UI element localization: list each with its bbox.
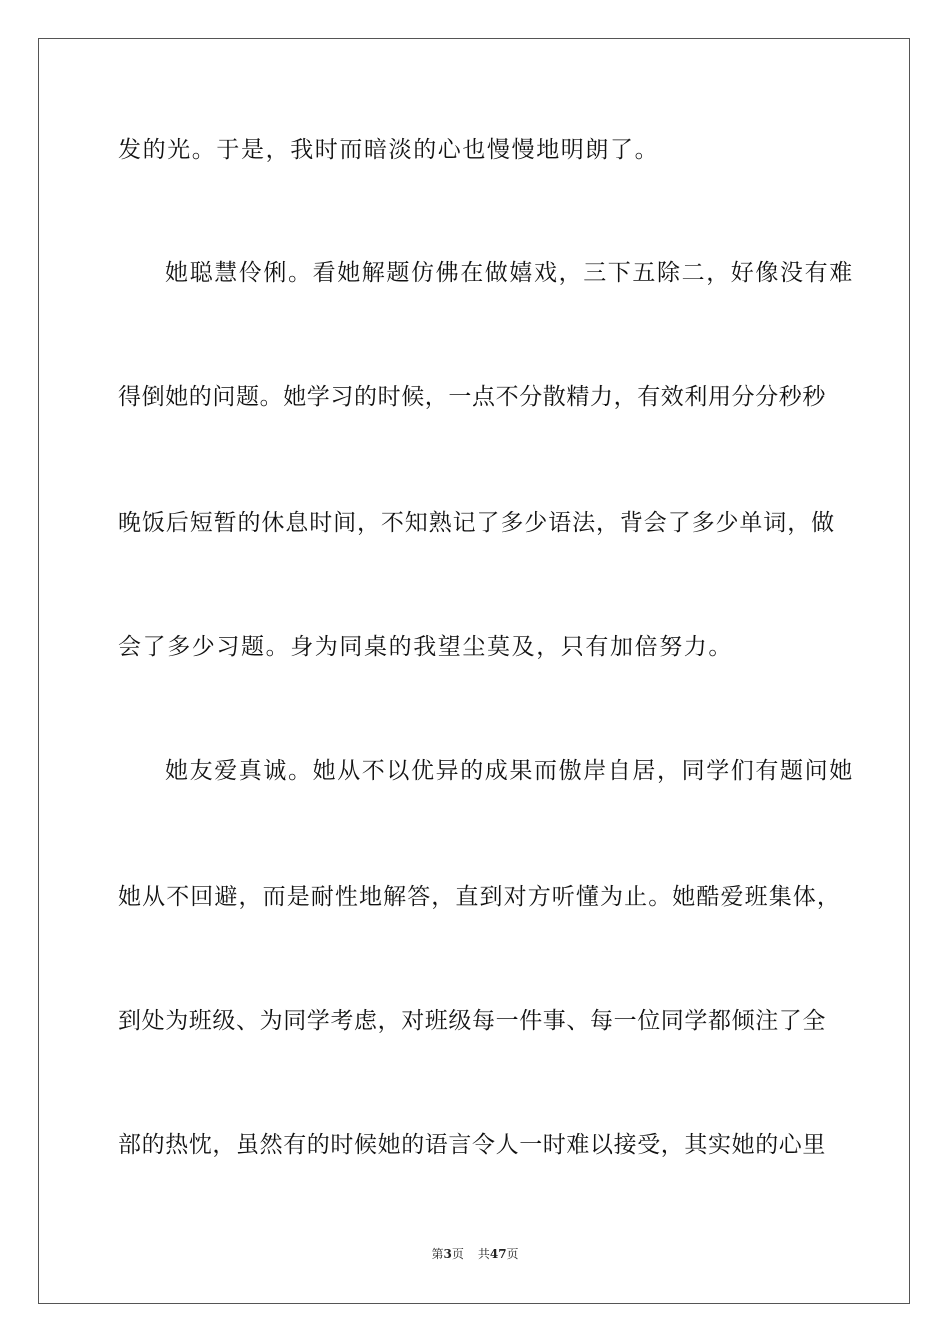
page-border: [38, 38, 910, 1304]
page-number-prefix: 第: [431, 1247, 444, 1261]
text-line-1: 发的光。于是，我时而暗淡的心也慢慢地明朗了。: [118, 137, 660, 163]
text-line-7: 她从不回避，而是耐性地解答，直到对方听懂为止。她酷爱班集体，: [118, 884, 841, 910]
text-line-6: 她友爱真诚。她从不以优异的成果而傲岸自居，同学们有题问她: [165, 758, 854, 784]
page-number-suffix: 页: [451, 1247, 464, 1261]
total-pages-prefix: 共: [477, 1247, 490, 1261]
text-line-3: 得倒她的问题。她学习的时候，一点不分散精力，有效利用分分秒秒: [118, 384, 826, 410]
total-pages: 47: [489, 1247, 507, 1261]
page-number: 3: [443, 1247, 452, 1261]
text-line-2: 她聪慧伶俐。看她解题仿佛在做嬉戏，三下五除二，好像没有难: [165, 260, 854, 286]
text-line-5: 会了多少习题。身为同桌的我望尘莫及，只有加倍努力。: [118, 634, 733, 660]
text-line-9: 部的热忱，虽然有的时候她的语言令人一时难以接受，其实她的心里: [118, 1132, 826, 1158]
page-footer: [0, 1246, 950, 1262]
text-line-8: 到处为班级、为同学考虑，对班级每一件事、每一位同学都倾注了全: [118, 1008, 826, 1034]
text-line-4: 晚饭后短暂的休息时间，不知熟记了多少语法，背会了多少单词，做: [118, 510, 835, 536]
total-pages-suffix: 页: [506, 1247, 519, 1261]
